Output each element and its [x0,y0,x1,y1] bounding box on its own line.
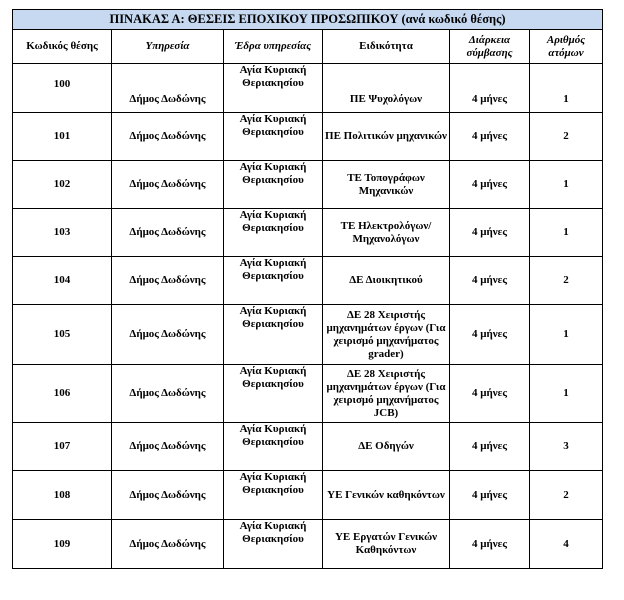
service-seat: Αγία Κυριακή Θεριακησίου [224,209,323,257]
contract-duration: 4 μήνες [450,64,530,113]
person-count: 1 [530,161,603,209]
service-seat: Αγία Κυριακή Θεριακησίου [224,520,323,569]
positions-table [12,9,603,569]
contract-duration: 4 μήνες [450,257,530,305]
person-count: 1 [530,305,603,365]
service-name: Δήμος Δωδώνης [112,161,224,209]
position-code: 109 [13,520,112,569]
position-code: 105 [13,305,112,365]
service-seat: Αγία Κυριακή Θεριακησίου [224,365,323,423]
header-duration: Διάρκεια σύμβασης [450,30,530,64]
service-seat: Αγία Κυριακή Θεριακησίου [224,161,323,209]
service-seat: Αγία Κυριακή Θεριακησίου [224,113,323,161]
header-specialty: Ειδικότητα [323,30,450,64]
table-row [13,520,603,569]
table-row [13,365,603,423]
specialty: ΔΕ Διοικητικού [323,257,450,305]
table-row [13,64,603,113]
service-name: Δήμος Δωδώνης [112,257,224,305]
contract-duration: 4 μήνες [450,471,530,520]
specialty: ΤΕ Ηλεκτρολόγων/ Μηχανολόγων [323,209,450,257]
service-name: Δήμος Δωδώνης [112,365,224,423]
person-count: 1 [530,209,603,257]
service-name: Δήμος Δωδώνης [112,64,224,113]
table-header-row [13,30,603,64]
service-name: Δήμος Δωδώνης [112,520,224,569]
position-code: 102 [13,161,112,209]
position-code: 104 [13,257,112,305]
table-row [13,305,603,365]
person-count: 2 [530,471,603,520]
contract-duration: 4 μήνες [450,520,530,569]
person-count: 1 [530,365,603,423]
person-count: 4 [530,520,603,569]
contract-duration: 4 μήνες [450,209,530,257]
service-name: Δήμος Δωδώνης [112,113,224,161]
header-count: Αριθμός ατόμων [530,30,603,64]
service-seat: Αγία Κυριακή Θεριακησίου [224,305,323,365]
position-code: 108 [13,471,112,520]
specialty: ΠΕ Ψυχολόγων [323,64,450,113]
person-count: 2 [530,113,603,161]
table-row [13,471,603,520]
position-code: 101 [13,113,112,161]
service-name: Δήμος Δωδώνης [112,209,224,257]
service-seat: Αγία Κυριακή Θεριακησίου [224,257,323,305]
position-code: 103 [13,209,112,257]
contract-duration: 4 μήνες [450,161,530,209]
service-name: Δήμος Δωδώνης [112,305,224,365]
contract-duration: 4 μήνες [450,423,530,471]
table-row [13,423,603,471]
position-code: 100 [13,64,112,113]
specialty: ΥΕ Εργατών Γενικών Καθηκόντων [323,520,450,569]
contract-duration: 4 μήνες [450,365,530,423]
specialty: ΔΕ 28 Χειριστής μηχανημάτων έργων (Για χειρισμό μηχανήματος grader) [323,305,450,365]
specialty: ΥΕ Γενικών καθηκόντων [323,471,450,520]
table-title-row [13,10,603,30]
header-service: Υπηρεσία [112,30,224,64]
person-count: 3 [530,423,603,471]
service-seat: Αγία Κυριακή Θεριακησίου [224,64,323,113]
table-title: ΠΙΝΑΚΑΣ Α: ΘΕΣΕΙΣ ΕΠΟΧΙΚΟΥ ΠΡΟΣΩΠΙΚΟΥ (ανά κωδικό θέσης) [13,10,603,30]
header-seat: Έδρα υπηρεσίας [224,30,323,64]
contract-duration: 4 μήνες [450,113,530,161]
contract-duration: 4 μήνες [450,305,530,365]
header-code: Κωδικός θέσης [13,30,112,64]
table-row [13,257,603,305]
table-row [13,113,603,161]
service-name: Δήμος Δωδώνης [112,471,224,520]
person-count: 1 [530,64,603,113]
service-seat: Αγία Κυριακή Θεριακησίου [224,423,323,471]
specialty: ΔΕ Οδηγών [323,423,450,471]
position-code: 107 [13,423,112,471]
position-code: 106 [13,365,112,423]
service-name: Δήμος Δωδώνης [112,423,224,471]
specialty: ΤΕ Τοπογράφων Μηχανικών [323,161,450,209]
person-count: 2 [530,257,603,305]
table-row [13,161,603,209]
specialty: ΠΕ Πολιτικών μηχανικών [323,113,450,161]
table-row [13,209,603,257]
service-seat: Αγία Κυριακή Θεριακησίου [224,471,323,520]
specialty: ΔΕ 28 Χειριστής μηχανημάτων έργων (Για χειρισμό μηχανήματος JCB) [323,365,450,423]
